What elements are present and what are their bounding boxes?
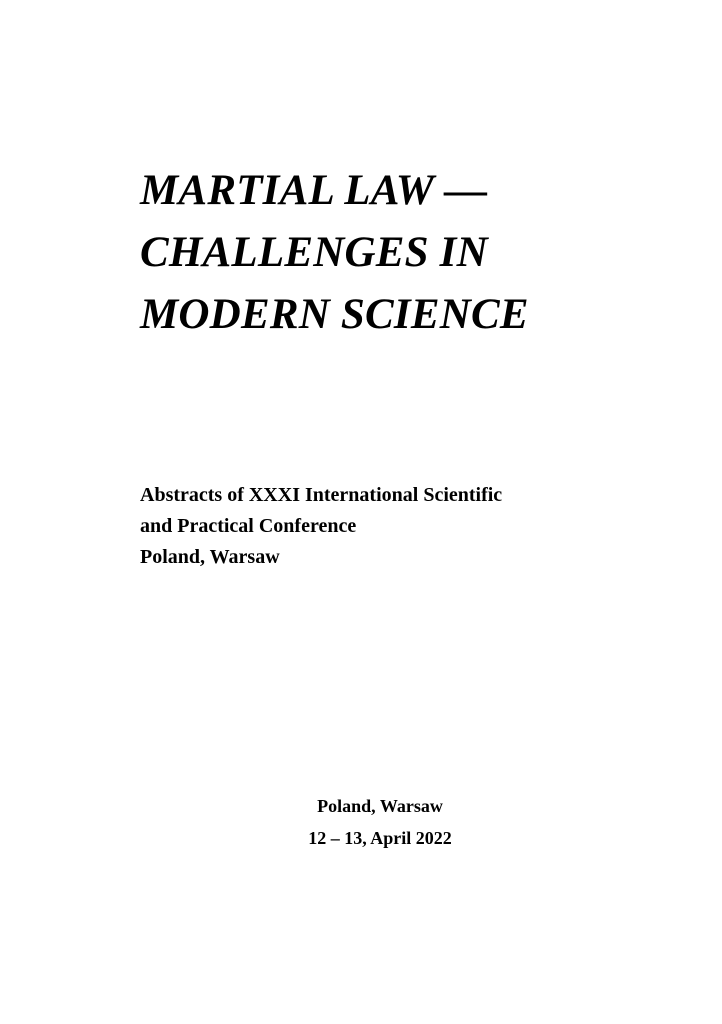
- footer-date: 12 – 13, April 2022: [308, 828, 452, 848]
- title-line-3: MODERN SCIENCE: [140, 291, 529, 338]
- subtitle-line-2: and Practical Conference: [140, 515, 357, 537]
- title-line-2: CHALLENGES IN: [140, 229, 488, 276]
- footer-location: Poland, Warsaw: [317, 796, 443, 816]
- subtitle-line-3: Poland, Warsaw: [140, 546, 280, 568]
- document-footer: [140, 790, 620, 854]
- title-line-1: MARTIAL LAW —: [140, 167, 488, 214]
- document-subtitle: [140, 480, 600, 573]
- page-title: [140, 160, 610, 346]
- subtitle-line-1: Abstracts of XXXI International Scientific: [140, 484, 503, 506]
